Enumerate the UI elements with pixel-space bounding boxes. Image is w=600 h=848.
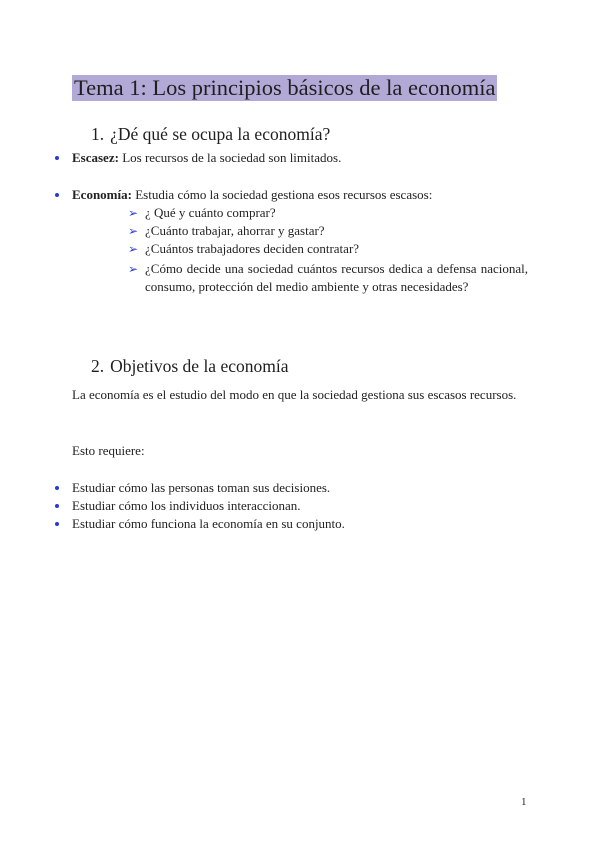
requires-label: Esto requiere: (72, 443, 145, 458)
section2-heading (91, 355, 288, 377)
sub-item-text: ¿Cuánto trabajar, ahorrar y gastar? (145, 223, 325, 238)
bullet-dot-icon (55, 504, 59, 508)
bullet-dot-icon (55, 486, 59, 490)
page-number: 1 (521, 796, 527, 808)
section2-heading-text: Objetivos de la economía (110, 356, 289, 376)
term-label: Escasez: (72, 150, 119, 165)
arrow-bullet-icon: ➢ (128, 206, 139, 220)
section1-number: 1. (91, 124, 105, 144)
sub-item-text: ¿Cuántos trabajadores deciden contratar? (145, 241, 360, 256)
section2-paragraph: La economía es el estudio del modo en que la sociedad gestiona sus escasos recursos. (72, 387, 517, 402)
arrow-bullet-icon: ➢ (128, 224, 139, 238)
list-item-text: Estudiar cómo los individuos interaccionan. (72, 498, 301, 513)
list-item-text: Estudiar cómo las personas toman sus decisiones. (72, 480, 331, 495)
sub-item-text: ¿ Qué y cuánto comprar? (145, 205, 276, 220)
term-label: Economía: (72, 187, 132, 202)
bullet-dot-icon (55, 193, 59, 197)
section1-heading-text: ¿Dé qué se ocupa la economía? (110, 124, 331, 144)
bullet-dot-icon (55, 522, 59, 526)
list-item-text: Estudiar cómo funciona la economía en su conjunto. (72, 516, 345, 531)
page-title: Tema 1: Los principios básicos de la economía (74, 75, 496, 100)
term-definition: Estudia cómo la sociedad gestiona esos recursos escasos: (131, 187, 433, 202)
section2-number: 2. (91, 356, 105, 376)
bullet-dot-icon (55, 156, 59, 160)
term-definition: Los recursos de la sociedad son limitados. (118, 150, 342, 165)
arrow-bullet-icon: ➢ (128, 262, 139, 276)
arrow-bullet-icon: ➢ (128, 242, 139, 256)
section1-heading (91, 123, 330, 145)
sub-item-text: ¿Cómo decide una sociedad cuántos recursos dedica a defensa nacional, consumo, protección del medio ambiente y otras necesidades? (145, 261, 528, 294)
